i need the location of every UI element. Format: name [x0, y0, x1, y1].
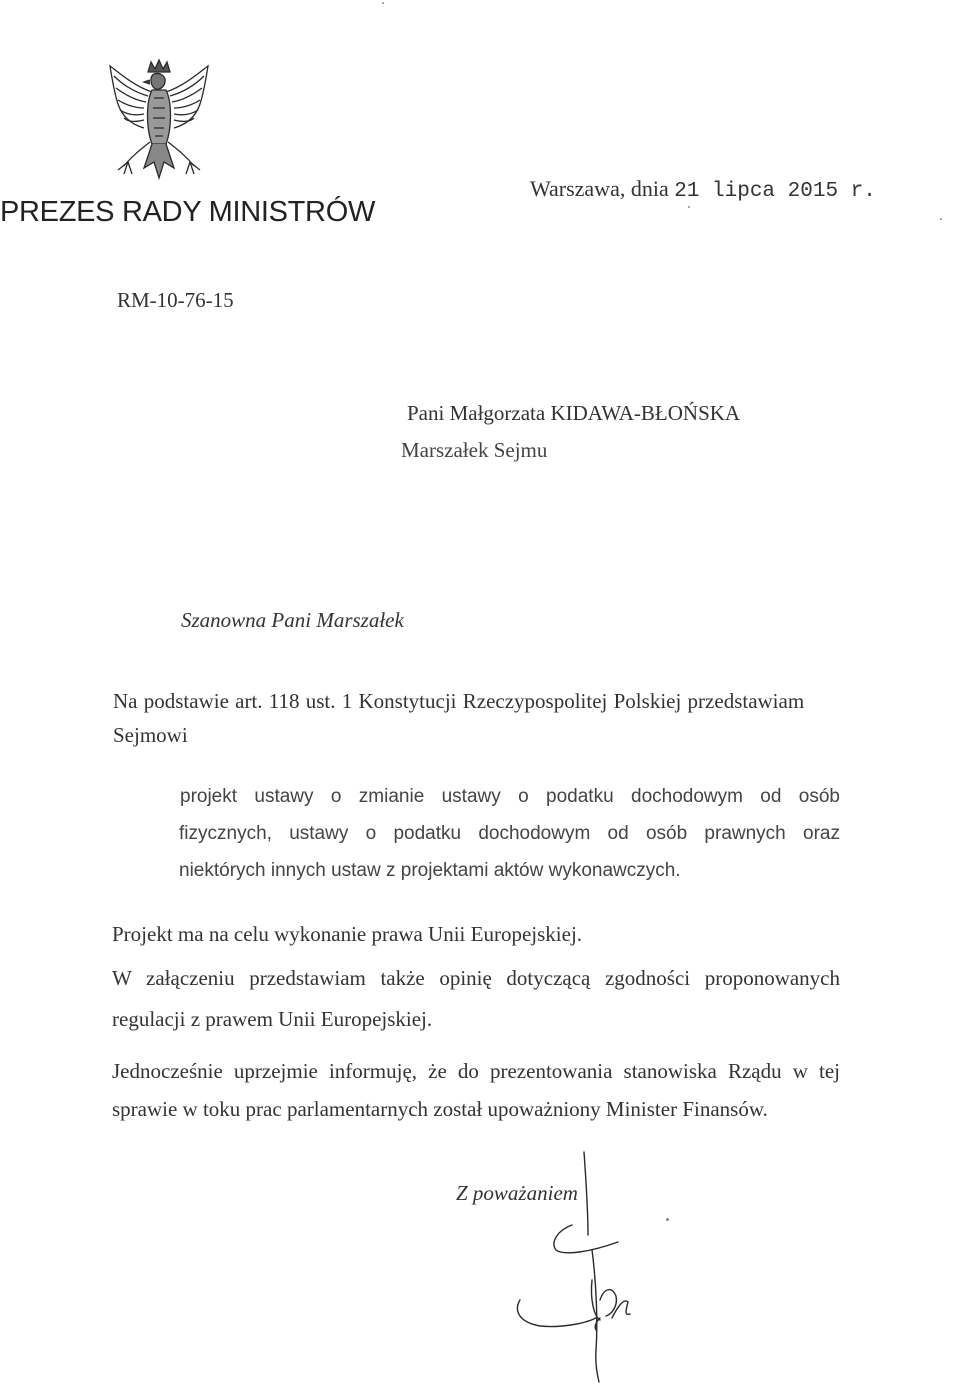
bill-title-line-1: projekt ustawy o zmianie ustawy o podatku dochodowym od osób [180, 786, 840, 807]
info-line-2: sprawie w toku prac parlamentarnych został upoważniony Minister Finansów. [112, 1097, 768, 1121]
scan-speck [688, 206, 690, 208]
recipient-name: Pani Małgorzata KIDAWA-BŁOŃSKA [407, 401, 741, 425]
attachment-line-2: regulacji z prawem Unii Europejskiej. [112, 1007, 433, 1031]
bill-title-line-2: fizycznych, ustawy o podatku dochodowym od osób prawnych oraz [179, 823, 840, 844]
scan-speck [382, 2, 384, 4]
reference-number: RM-10-76-15 [117, 288, 234, 312]
scan-speck [666, 1218, 669, 1221]
place-date [530, 176, 876, 203]
signature-icon [500, 1150, 660, 1385]
bill-title-line-3: niektórych innych ustaw z projektami aktów wykonawczych. [179, 860, 681, 881]
purpose-paragraph: Projekt ma na celu wykonanie prawa Unii Europejskiej. [112, 922, 583, 946]
office-title: PREZES RADY MINISTRÓW [0, 196, 376, 228]
closing-phrase: Z poważaniem [456, 1181, 578, 1205]
date-value: 21 lipca 2015 r. [674, 180, 876, 203]
eagle-emblem-icon [104, 58, 214, 184]
intro-line-1: Na podstawie art. 118 ust. 1 Konstytucji Rzeczypospolitej Polskiej przedstawiam [113, 689, 805, 713]
recipient-role: Marszałek Sejmu [401, 438, 548, 462]
attachment-line-1: W załączeniu przedstawiam także opinię dotyczącą zgodności proponowanych [112, 966, 840, 990]
info-line-1: Jednocześnie uprzejmie informuję, że do prezentowania stanowiska Rządu w tej [112, 1059, 840, 1083]
scan-speck [940, 218, 942, 220]
intro-line-2: Sejmowi [113, 723, 188, 747]
salutation: Szanowna Pani Marszałek [181, 608, 404, 632]
date-prefix: Warszawa, dnia [530, 176, 669, 201]
